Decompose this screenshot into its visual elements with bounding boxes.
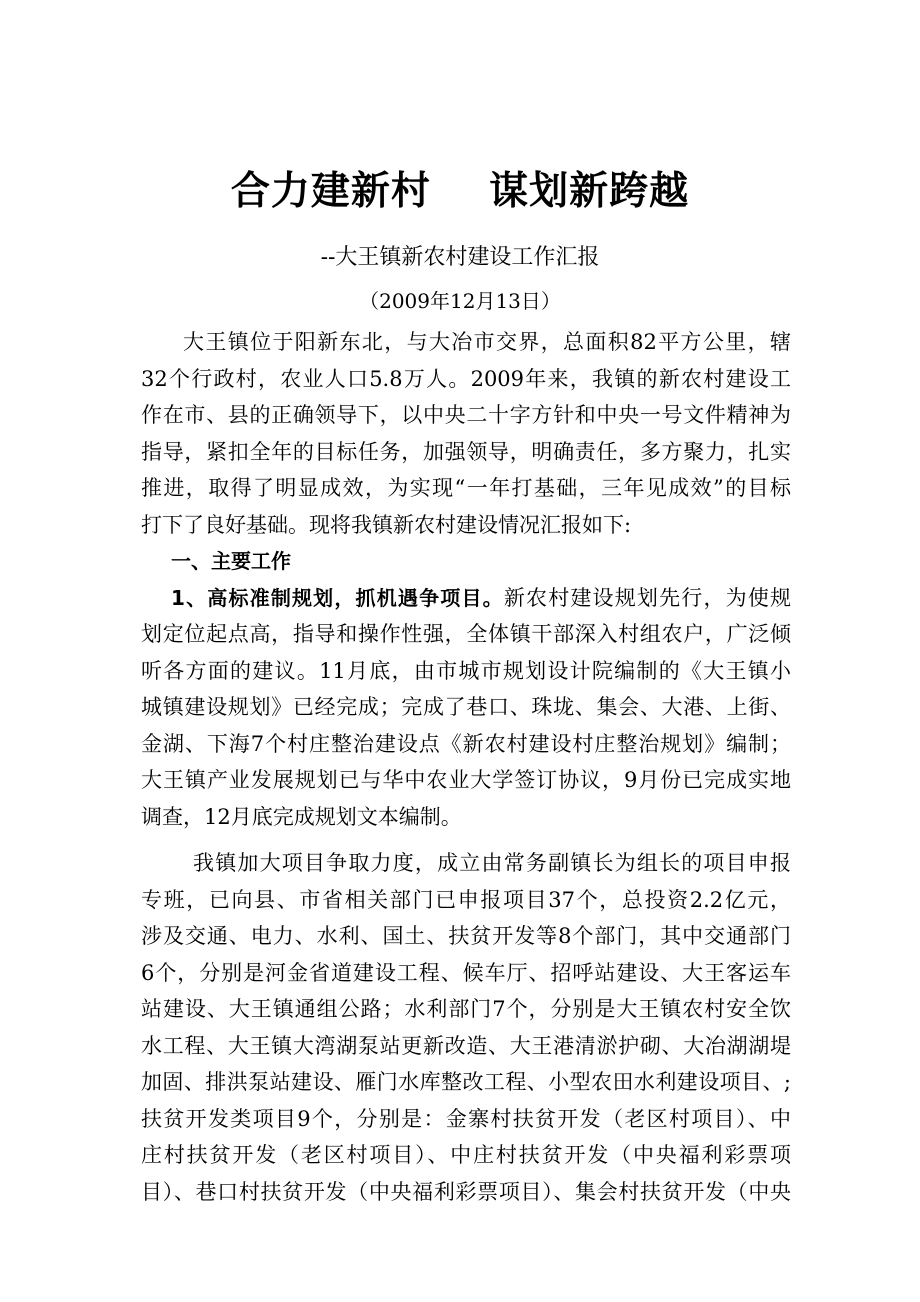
projects-line: 专班，已向县、市省相关部门已申报项目37个，总投资2.2亿元， — [141, 887, 791, 912]
item1-line: 金湖、下海7个村庄整治建设点《新农村建设村庄整治规划》编制； — [141, 731, 791, 756]
projects-line: 水工程、大王镇大湾湖泵站更新改造、大王港清淤护砌、大冶湖湖堤 — [141, 1033, 791, 1058]
item1-first-line — [141, 580, 791, 617]
intro-line: 指导，紧扣全年的目标任务，加强领导，明确责任，多方聚力，扎实 — [141, 439, 791, 464]
document-subtitle: --大王镇新农村建设工作汇报 — [320, 245, 600, 270]
item1-line: 大王镇产业发展规划已与华中农业大学签订协议，9月份已完成实地 — [141, 768, 791, 792]
projects-line: 扶贫开发类项目9个，分别是：金寨村扶贫开发（老区村项目）、中 — [141, 1106, 791, 1131]
document-body — [141, 324, 791, 1210]
item1-line: 城镇建设规划》已经完成；完成了巷口、珠垅、集会、大港、上街、 — [141, 695, 791, 719]
projects-line: 我镇加大项目争取力度，成立由常务副镇长为组长的项目申报 — [193, 851, 791, 875]
projects-line: 涉及交通、电力、水利、国土、扶贫开发等8个部门，其中交通部门 — [141, 924, 791, 948]
intro-line: 推进，取得了明显成效，为实现“一年打基础，三年见成效”的目标 — [141, 476, 791, 500]
item1-line: 新农村建设规划先行，为使规 — [503, 585, 792, 610]
document-title: 合力建新村 谋划新跨越 — [230, 169, 690, 214]
section-heading: 一、主要工作 — [171, 549, 291, 573]
document-date: （2009年12月13日） — [359, 289, 561, 313]
intro-line: 32个行政村，农业人口5.8万人。2009年来，我镇的新农村建设工 — [141, 366, 791, 391]
item1-lead: 1、高标准制规划，抓机遇争项目。 — [171, 585, 504, 610]
intro-line: 打下了良好基础。现将我镇新农村建设情况汇报如下: — [141, 512, 632, 537]
projects-line: 6个，分别是河金省道建设工程、候车厅、招呼站建设、大王客运车 — [141, 960, 791, 985]
projects-line: 目）、巷口村扶贫开发（中央福利彩票项目）、集会村扶贫开发（中央 — [141, 1179, 791, 1204]
intro-line: 作在市、县的正确领导下，以中央二十字方针和中央一号文件精神为 — [141, 403, 791, 427]
projects-line: 庄村扶贫开发（老区村项目）、中庄村扶贫开发（中央福利彩票项 — [141, 1143, 791, 1167]
intro-line: 大王镇位于阳新东北，与大冶市交界，总面积82平方公里，辖 — [183, 330, 791, 354]
projects-line: 站建设、大王镇通组公路；水利部门7个，分别是大王镇农村安全饮 — [141, 997, 791, 1021]
item1-line: 听各方面的建议。11月底，由市城市规划设计院编制的《大王镇小 — [141, 658, 791, 683]
projects-line: 加固、排洪泵站建设、雁门水库整改工程、小型农田水利建设项目、; — [141, 1070, 791, 1094]
item1-line: 划定位起点高，指导和操作性强，全体镇干部深入村组农户，广泛倾 — [141, 622, 791, 646]
item1-line: 调查，12月底完成规划文本编制。 — [141, 804, 462, 829]
